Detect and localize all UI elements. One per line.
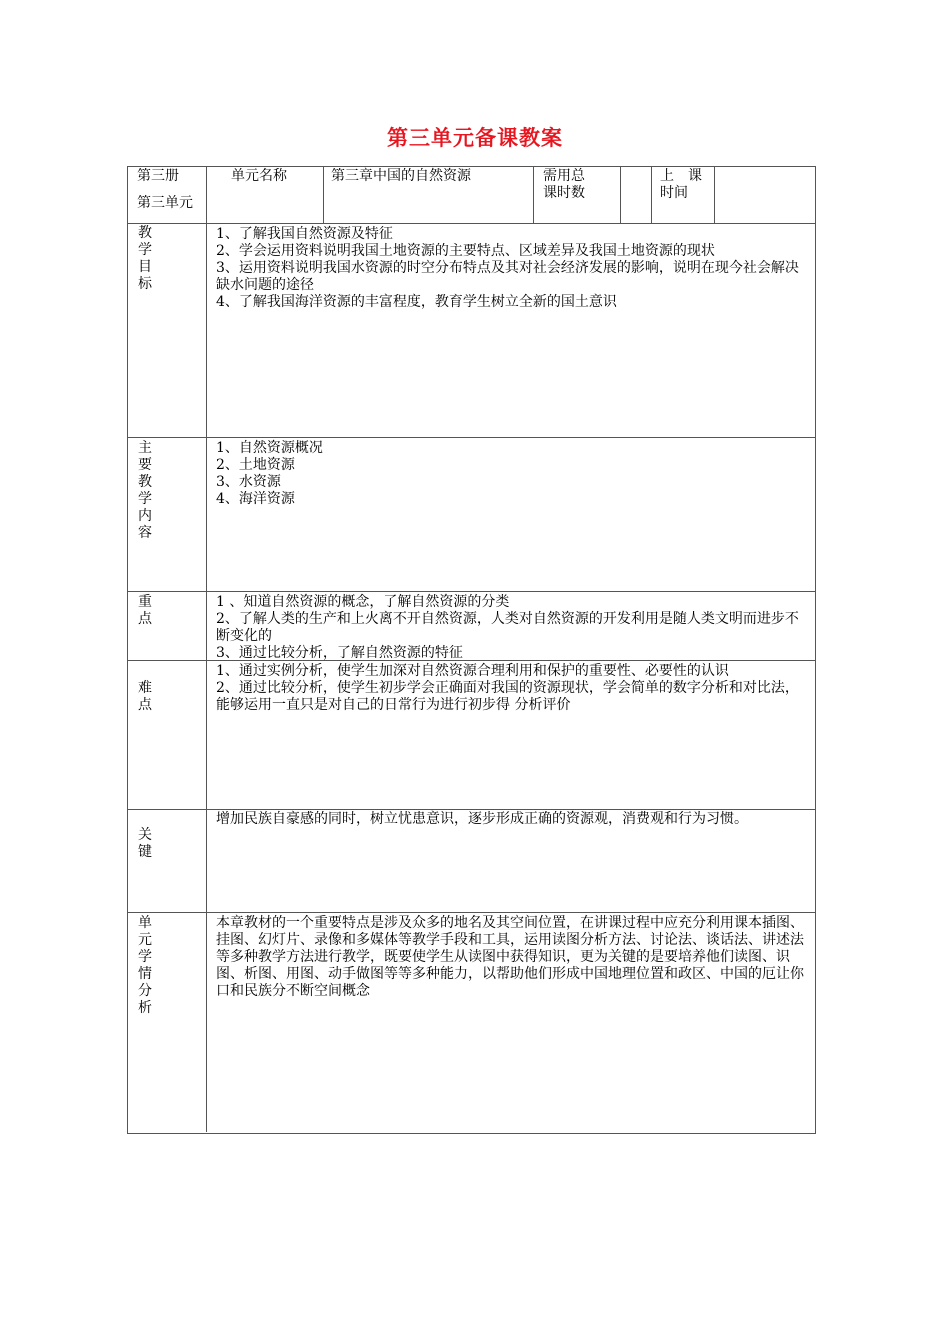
content-line: 3、运用资料说明我国水资源的时空分布特点及其对社会经济发展的影响，说明在现今社会解决缺水问题的途径: [216, 260, 799, 293]
row-divider: [127, 223, 816, 224]
hours-label-line2: 课时数: [543, 185, 585, 201]
page-title: 第三单元备课教案: [387, 126, 563, 150]
content-line: 1、自然资源概况: [216, 440, 323, 456]
section-label-main-content: 主 要 教 学 内 容: [138, 440, 152, 541]
header-divider: [323, 166, 324, 223]
class-time-label-line1: 上 课: [660, 168, 702, 184]
header-divider: [651, 166, 652, 223]
content-line: 增加民族自豪感的同时，树立忧患意识，逐步形成正确的资源观，消费观和行为习惯。: [216, 811, 748, 827]
section-content-difficulties: [216, 663, 808, 714]
row-divider: [127, 809, 816, 810]
content-line: 1、了解我国自然资源及特征: [216, 226, 393, 242]
label-column-divider: [206, 166, 207, 1132]
hours-label-line1: 需用总: [543, 168, 585, 184]
section-content-key: [216, 811, 808, 828]
section-label-objectives: 教 学 目 标: [138, 225, 152, 292]
row-divider: [127, 437, 816, 438]
content-line: 1、通过实例分析，使学生加深对自然资源合理利用和保护的重要性、必要性的认识: [216, 663, 729, 679]
section-label-key-points: 重 点: [138, 594, 152, 627]
section-content-objectives: [216, 226, 808, 311]
section-content-main-content: [216, 440, 808, 508]
content-line: 2、土地资源: [216, 457, 295, 473]
section-label-key: 关 键: [138, 827, 152, 860]
header-divider: [714, 166, 715, 223]
class-time-label-line2: 时间: [660, 185, 688, 201]
content-line: 1 、知道自然资源的概念，了解自然资源的分类: [216, 594, 510, 610]
section-label-student-analysis: 单 元 学 情 分 析: [138, 915, 152, 1016]
content-line: 4、了解我国海洋资源的丰富程度，教育学生树立全新的国土意识: [216, 294, 617, 310]
unit-name-value: 第三章中国的自然资源: [331, 168, 471, 184]
content-line: 本章教材的一个重要特点是涉及众多的地名及其空间位置，在讲课过程中应充分利用课本插图、挂图、幻灯片、录像和多媒体等教学手段和工具，运用读图分析方法、讨论法、谈话法、讲述法等多种教学方法进行教学，既要使学生从读图中获得知识，更为关键的是要培养他们读图、识图、析图、用图、动手做图等等多种能力，以帮助他们形成中国地理位置和政区、中国的厄让你口和民族分不断空间概念: [216, 915, 804, 999]
section-label-difficulties: 难 点: [138, 680, 152, 713]
volume-cell: 第三册: [137, 168, 179, 184]
content-line: 2、通过比较分析，使学生初步学会正确面对我国的资源现状，学会简单的数字分析和对比法，能够运用一直只是对自己的日常行为进行初步得 分析评价: [216, 680, 799, 713]
section-content-student-analysis: [216, 915, 808, 1000]
content-line: 2、学会运用资料说明我国土地资源的主要特点、区域差异及我国土地资源的现状: [216, 243, 715, 259]
row-divider: [127, 591, 816, 592]
content-line: 2、了解人类的生产和上火离不开自然资源，人类对自然资源的开发利用是随人类文明而进步不断变化的: [216, 611, 799, 644]
header-divider: [533, 166, 534, 223]
unit-cell: 第三单元: [137, 195, 193, 211]
header-divider: [620, 166, 621, 223]
section-content-key-points: [216, 594, 808, 662]
row-divider: [127, 912, 816, 913]
content-line: 3、水资源: [216, 474, 281, 490]
unit-name-label: 单元名称: [231, 168, 287, 184]
lesson-plan-table: [127, 166, 816, 1134]
content-line: 4、海洋资源: [216, 491, 295, 507]
content-line: 3、通过比较分析，了解自然资源的特征: [216, 645, 463, 661]
